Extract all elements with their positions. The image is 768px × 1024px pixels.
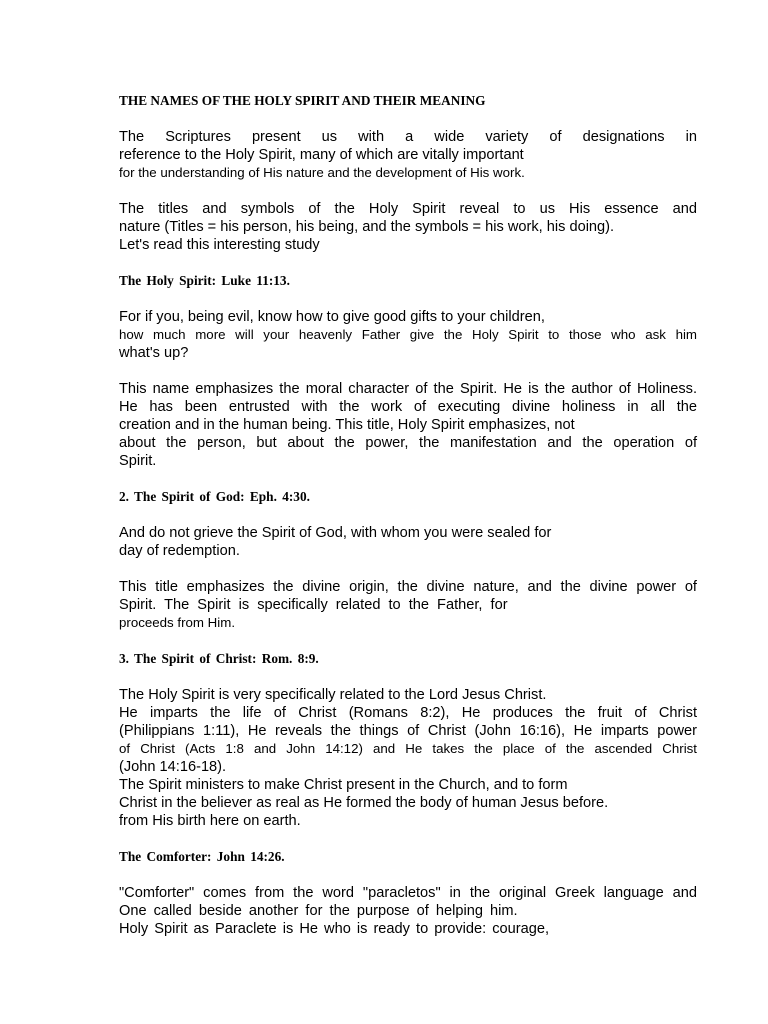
text-line: This name emphasizes the moral character of the Spirit. He is the author of Holiness. bbox=[119, 381, 697, 397]
text-line: The Holy Spirit is very specifically related to the Lord Jesus Christ. bbox=[119, 687, 547, 703]
spacer bbox=[119, 506, 697, 524]
spacer bbox=[119, 668, 697, 686]
text-line: He has been entrusted with the work of executing divine holiness in all the bbox=[119, 399, 697, 415]
section-body bbox=[119, 380, 697, 470]
section-verse bbox=[119, 524, 697, 560]
text-line: of Christ (Acts 1:8 and John 14:12) and He takes the place of the ascended Christ bbox=[119, 741, 697, 756]
intro-paragraph-1 bbox=[119, 128, 697, 182]
spacer bbox=[119, 830, 697, 848]
section-heading: 2. The Spirit of God: Eph. 4:30. bbox=[119, 489, 310, 504]
section-body bbox=[119, 686, 697, 830]
text-line: how much more will your heavenly Father give the Holy Spirit to those who ask him bbox=[119, 327, 697, 342]
document-page bbox=[119, 92, 697, 938]
intro-paragraph-2 bbox=[119, 200, 697, 254]
section-heading: The Comforter: John 14:26. bbox=[119, 849, 285, 864]
section-heading: 3. The Spirit of Christ: Rom. 8:9. bbox=[119, 651, 319, 666]
text-line: about the person, but about the power, the manifestation and the operation of bbox=[119, 435, 697, 451]
text-line: for the understanding of His nature and the development of His work. bbox=[119, 165, 525, 180]
text-line: And do not grieve the Spirit of God, with whom you were sealed for bbox=[119, 525, 552, 541]
text-line: proceeds from Him. bbox=[119, 615, 236, 630]
text-line: One called beside another for the purpose of helping him. bbox=[119, 903, 518, 919]
text-line: The titles and symbols of the Holy Spirit reveal to us His essence and bbox=[119, 201, 697, 217]
spacer bbox=[119, 560, 697, 578]
text-line: "Comforter" comes from the word "paracletos" in the original Greek language and bbox=[119, 885, 697, 901]
spacer bbox=[119, 866, 697, 884]
spacer bbox=[119, 254, 697, 272]
text-line: Christ in the believer as real as He formed the body of human Jesus before. bbox=[119, 795, 609, 811]
section-heading: The Holy Spirit: Luke 11:13. bbox=[119, 273, 290, 288]
section-verse bbox=[119, 308, 697, 362]
text-line: reference to the Holy Spirit, many of which are vitally important bbox=[119, 147, 524, 163]
spacer bbox=[119, 362, 697, 380]
text-line: (Philippians 1:11), He reveals the things of Christ (John 16:16), He imparts power bbox=[119, 723, 697, 739]
section-body bbox=[119, 884, 697, 938]
text-line: The Scriptures present us with a wide variety of designations in bbox=[119, 129, 697, 145]
section-body bbox=[119, 578, 697, 632]
text-line: what's up? bbox=[119, 345, 189, 361]
text-line: creation and in the human being. This title, Holy Spirit emphasizes, not bbox=[119, 417, 575, 433]
text-line: For if you, being evil, know how to give good gifts to your children, bbox=[119, 309, 545, 325]
text-line: nature (Titles = his person, his being, and the symbols = his work, his doing). bbox=[119, 219, 615, 235]
spacer bbox=[119, 290, 697, 308]
document-title: THE NAMES OF THE HOLY SPIRIT AND THEIR MEANING bbox=[119, 93, 486, 108]
spacer bbox=[119, 110, 697, 128]
text-line: from His birth here on earth. bbox=[119, 813, 301, 829]
text-line: day of redemption. bbox=[119, 543, 240, 559]
spacer bbox=[119, 632, 697, 650]
text-line: He imparts the life of Christ (Romans 8:2), He produces the fruit of Christ bbox=[119, 705, 697, 721]
text-line: This title emphasizes the divine origin, the divine nature, and the divine power of bbox=[119, 579, 697, 595]
text-line: The Spirit ministers to make Christ present in the Church, and to form bbox=[119, 777, 568, 793]
spacer bbox=[119, 182, 697, 200]
text-line: Spirit. The Spirit is specifically related to the Father, for bbox=[119, 597, 508, 613]
text-line: Spirit. bbox=[119, 453, 157, 469]
text-line: Holy Spirit as Paraclete is He who is ready to provide: courage, bbox=[119, 921, 550, 937]
spacer bbox=[119, 470, 697, 488]
text-line: (John 14:16-18). bbox=[119, 759, 227, 775]
text-line: Let's read this interesting study bbox=[119, 237, 320, 253]
